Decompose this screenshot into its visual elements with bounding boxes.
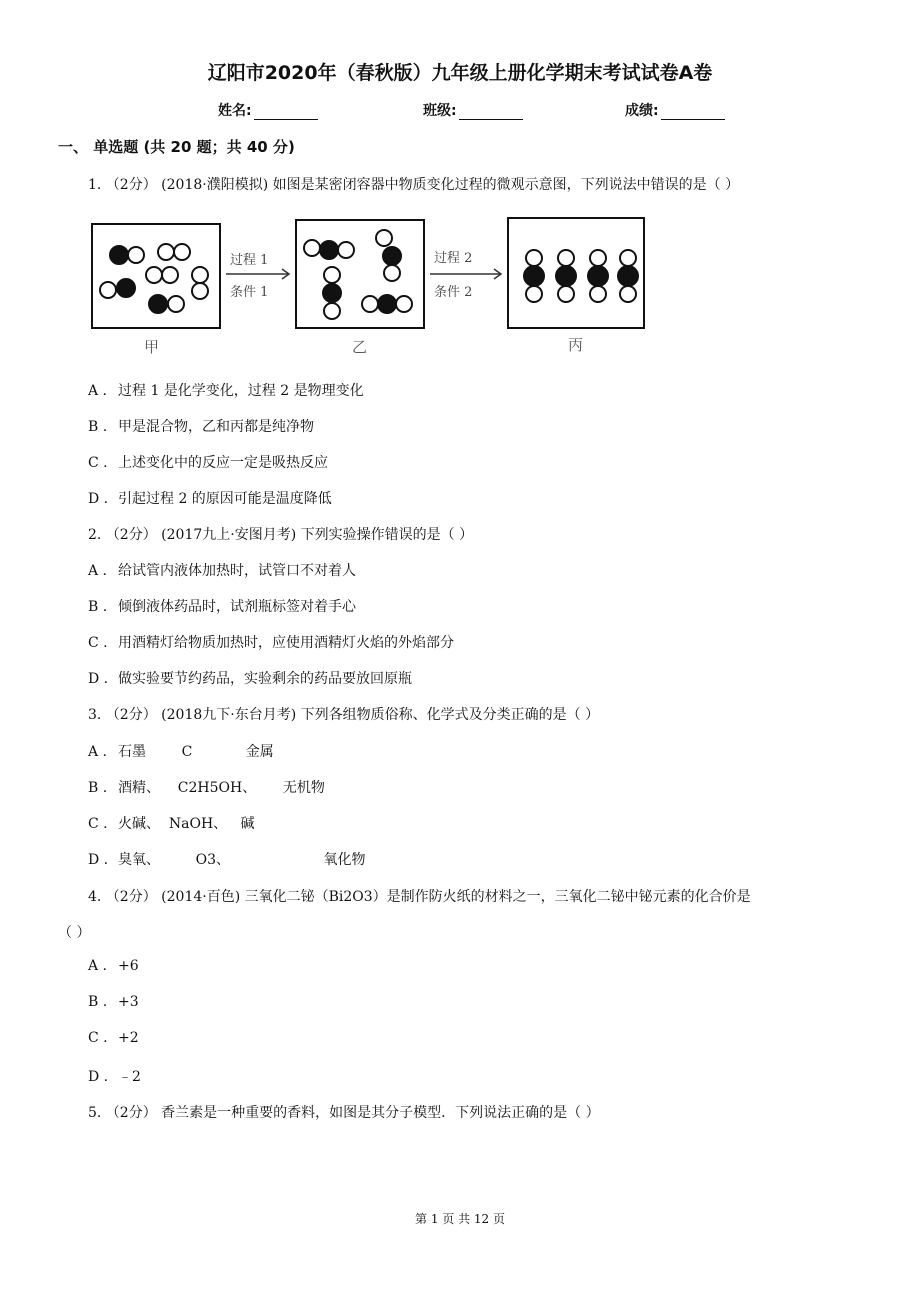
question-1-option-b[interactable]: B . 甲是混合物，乙和丙都是纯净物 xyxy=(88,419,314,435)
caption-bing: 丙 xyxy=(568,336,584,354)
class-field xyxy=(423,100,523,120)
question-1-stem: 1. （2分） (2018·濮阳模拟) 如图是某密闭容器中物质变化过程的微观示意图，下列说法中错误的是（ ） xyxy=(88,177,740,193)
page-title: 辽阳市2020年（春秋版）九年级上册化学期末考试试卷A卷 xyxy=(207,62,713,84)
question-4-option-d[interactable]: D . ﹣2 xyxy=(88,1069,141,1085)
score-label: 成绩: xyxy=(625,103,659,119)
question-3-stem: 3. （2分） (2018九下·东台月考) 下列各组物质俗称、化学式及分类正确的是（ ） xyxy=(88,707,600,723)
reaction-diagram xyxy=(86,210,666,360)
question-2-option-a[interactable]: A . 给试管内液体加热时，试管口不对着人 xyxy=(88,563,356,579)
question-4-stem: 4. （2分） (2014·百色) 三氧化二铋（Bi2O3）是制作防火纸的材料之一，三氧化二铋中铋元素的化合价是 xyxy=(88,889,751,905)
question-1-option-c[interactable]: C . 上述变化中的反应一定是吸热反应 xyxy=(88,455,328,471)
name-label: 姓名: xyxy=(218,103,252,119)
question-2-stem: 2. （2分） (2017九上·安图月考) 下列实验操作错误的是（ ） xyxy=(88,527,474,543)
question-1-option-d[interactable]: D . 引起过程 2 的原因可能是温度降低 xyxy=(88,491,332,507)
name-blank xyxy=(254,105,318,120)
condition-2-label: 条件 2 xyxy=(434,285,473,300)
class-blank xyxy=(459,105,523,120)
question-1-option-a[interactable]: A . 过程 1 是化学变化，过程 2 是物理变化 xyxy=(88,383,364,399)
question-3-option-b[interactable]: B . 酒精、 C2H5OH、 无机物 xyxy=(88,780,325,796)
question-2-option-b[interactable]: B . 倾倒液体药品时，试剂瓶标签对着手心 xyxy=(88,599,356,615)
question-2-option-d[interactable]: D . 做实验要节约药品，实验剩余的药品要放回原瓶 xyxy=(88,671,412,687)
score-field xyxy=(625,100,725,120)
question-2-option-c[interactable]: C . 用酒精灯给物质加热时，应使用酒精灯火焰的外焰部分 xyxy=(88,635,454,651)
condition-1-label: 条件 1 xyxy=(230,285,269,300)
class-label: 班级: xyxy=(423,103,457,119)
question-3-option-a[interactable]: A . 石墨 C 金属 xyxy=(88,744,274,760)
question-5-stem: 5. （2分） 香兰素是一种重要的香料，如图是其分子模型．下列说法正确的是（ ） xyxy=(88,1105,600,1121)
question-3-option-c[interactable]: C . 火碱、 NaOH、 碱 xyxy=(88,816,255,832)
question-4-option-a[interactable]: A . +6 xyxy=(88,958,139,974)
question-3-option-d[interactable]: D . 臭氧、 O3、 氧化物 xyxy=(88,852,366,868)
name-field xyxy=(218,100,318,120)
caption-jia: 甲 xyxy=(144,338,160,356)
section-title: 一、 单选题 (共 20 题；共 40 分) xyxy=(58,138,295,156)
process-1-label: 过程 1 xyxy=(230,253,269,268)
question-4-stem-continued: （ ） xyxy=(58,925,91,941)
caption-yi: 乙 xyxy=(352,338,368,356)
question-4-option-c[interactable]: C . +2 xyxy=(88,1030,139,1046)
question-4-option-b[interactable]: B . +3 xyxy=(88,994,139,1010)
score-blank xyxy=(661,105,725,120)
page-footer: 第 1 页 共 12 页 xyxy=(415,1212,505,1226)
process-2-label: 过程 2 xyxy=(434,251,473,266)
